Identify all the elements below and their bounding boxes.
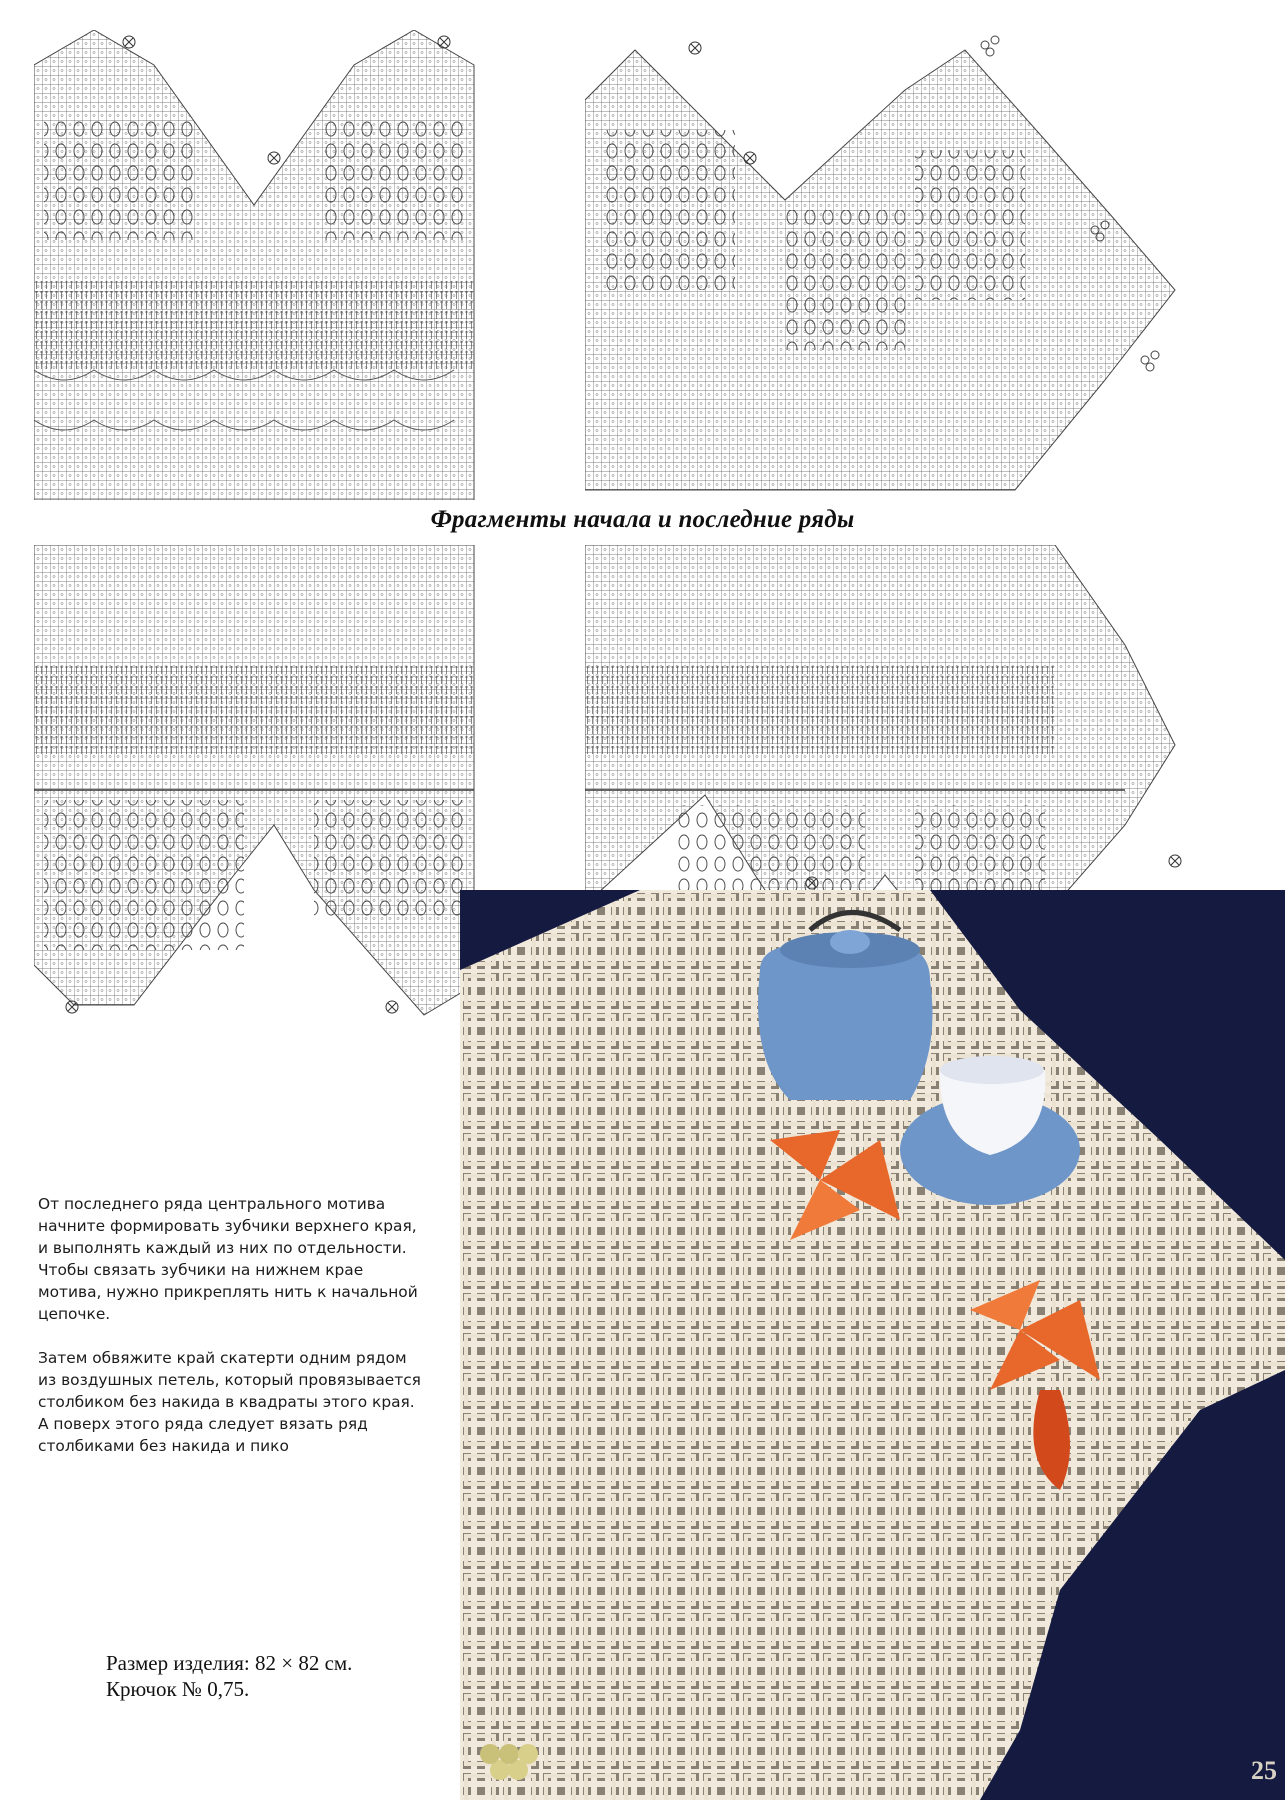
- chart-grid: [585, 30, 1245, 500]
- diagram-caption: Фрагменты начала и последние ряды: [430, 506, 855, 533]
- instruction-paragraph-2: Затем обвяжите край скатерти одним рядом из воздушных петель, который провязывается столбиком без накида в квадраты этого края. А поверх этого ряда следует вязать ряд столбиками без накида и пико: [38, 1349, 421, 1455]
- page-number: 25: [1251, 1756, 1277, 1785]
- instructions: [38, 1193, 428, 1457]
- photo-illustration: [460, 890, 1285, 1800]
- hook-size: Крючок № 0,75.: [106, 1677, 250, 1701]
- instruction-paragraph-1: От последнего ряда центрального мотива начните формировать зубчики верхнего края, и выполнять каждый из них по отдельности. Чтобы связать зубчики на нижнем крае мотива, нужно прикреплять нить к начальной цепочке.: [38, 1195, 418, 1323]
- product-size: Размер изделия: 82 × 82 см.: [106, 1651, 353, 1675]
- product-specs: [106, 1650, 352, 1702]
- chart-grid: [34, 30, 539, 500]
- crochet-chart-top-right: [585, 30, 1245, 500]
- tablecloth-photo: [460, 890, 1285, 1800]
- crochet-chart-top-left: [34, 30, 539, 500]
